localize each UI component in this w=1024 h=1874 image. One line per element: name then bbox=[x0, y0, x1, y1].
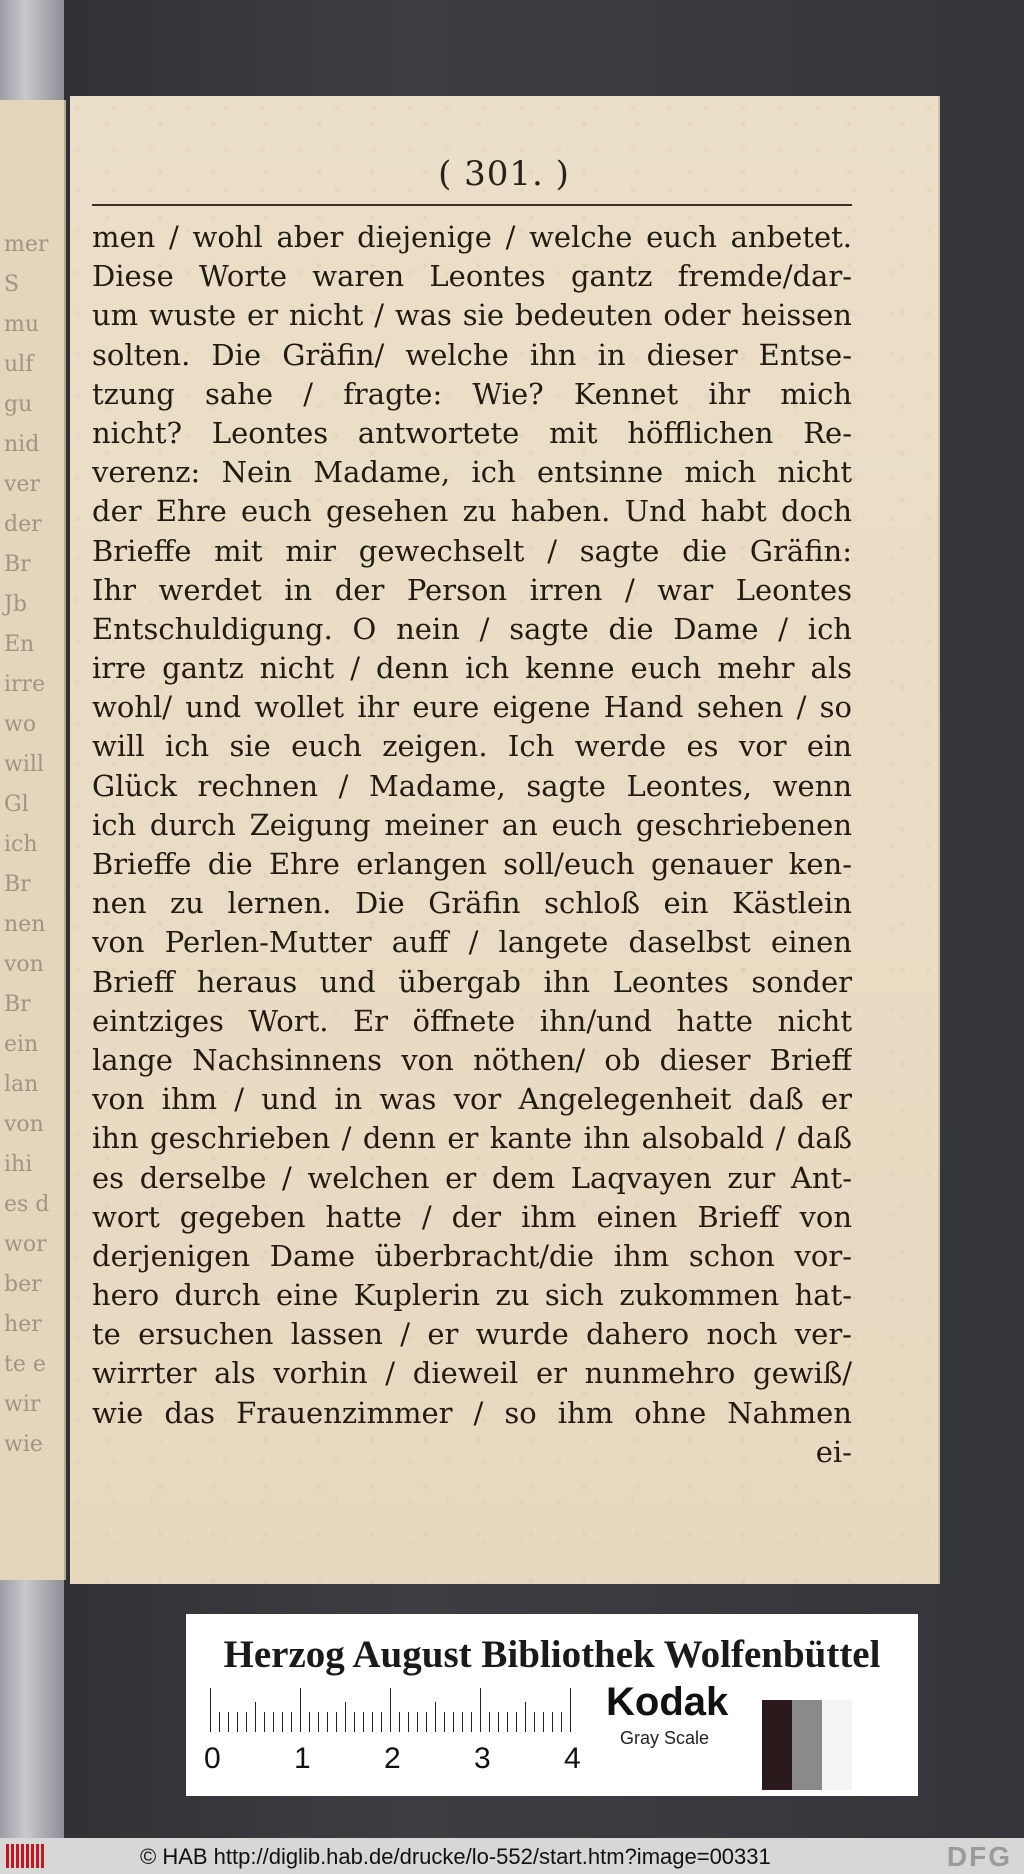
text-line: wirrter als vorhin / dieweil er nunmehro gewiß/ bbox=[92, 1356, 852, 1391]
ruler-tick bbox=[417, 1712, 418, 1732]
ruler-tick bbox=[480, 1688, 481, 1732]
text-line: wie das Frauenzimmer / so ihm ohne Nahmen bbox=[92, 1395, 852, 1430]
ruler-tick bbox=[363, 1712, 364, 1732]
ruler-tick bbox=[354, 1712, 355, 1732]
ruler-tick bbox=[543, 1712, 544, 1732]
text-line: ihn geschrieben / denn er kante ihn alsobald / daß bbox=[92, 1121, 852, 1156]
text-line: der Ehre euch gesehen zu haben. Und habt doch bbox=[92, 494, 852, 529]
text-line: tzung sahe / fragte: Wie? Kennet ihr mich bbox=[92, 376, 852, 411]
ruler-tick bbox=[318, 1712, 319, 1732]
book-page bbox=[70, 96, 938, 1584]
text-line: Glück rechnen / Madame, sagte Leontes, wenn bbox=[92, 768, 852, 803]
ruler-tick bbox=[336, 1712, 337, 1732]
page-text-block bbox=[92, 218, 852, 1472]
text-line: te ersuchen lassen / er wurde dahero noch ver- bbox=[92, 1317, 852, 1352]
ruler-tick bbox=[345, 1702, 346, 1732]
ruler-tick bbox=[327, 1712, 328, 1732]
ruler-tick bbox=[228, 1712, 229, 1732]
ruler-tick bbox=[381, 1712, 382, 1732]
previous-page-edge bbox=[0, 100, 66, 1580]
ruler-tick bbox=[264, 1712, 265, 1732]
previous-page-bleed-text: mer S mu ulf gu nid ver der Br Jb En irre wo will Gl ich Br nen von Br ein lan von ihi es d wor ber her te e wir wie bbox=[4, 232, 50, 1457]
text-line: ich durch Zeigung meiner an euch geschriebenen bbox=[92, 807, 852, 842]
ruler-tick bbox=[471, 1712, 472, 1732]
text-line: wort gegeben hatte / der ihm einen Brieff von bbox=[92, 1199, 852, 1234]
ruler-tick bbox=[210, 1688, 211, 1732]
text-line: derjenigen Dame überbracht/die ihm schon vor- bbox=[92, 1238, 852, 1273]
ruler-number: 2 bbox=[384, 1742, 401, 1775]
ruler-tick bbox=[507, 1712, 508, 1732]
ruler-tick bbox=[399, 1712, 400, 1732]
catchword: ei- bbox=[815, 1434, 852, 1469]
text-line: von Perlen-Mutter auff / langete daselbst einen bbox=[92, 925, 852, 960]
gray-patch bbox=[792, 1700, 822, 1790]
color-target-card bbox=[186, 1614, 918, 1796]
ruler-tick bbox=[291, 1712, 292, 1732]
kodak-logo: Kodak bbox=[606, 1680, 729, 1724]
ruler-tick bbox=[453, 1712, 454, 1732]
text-line: irre gantz nicht / denn ich kenne euch mehr als bbox=[92, 651, 852, 686]
gray-scale-label: Gray Scale bbox=[620, 1728, 710, 1748]
source-url[interactable]: © HAB http://diglib.hab.de/drucke/lo-552/start.htm?image=00331 bbox=[140, 1844, 771, 1869]
text-line: hero durch eine Kuplerin zu sich zukommen hat- bbox=[92, 1278, 852, 1313]
gray-patch bbox=[822, 1700, 852, 1790]
ruler-number: 0 bbox=[204, 1742, 221, 1775]
text-line: wohl/ und wollet ihr eure eigene Hand sehen / so bbox=[92, 690, 852, 725]
ruler-tick bbox=[300, 1688, 301, 1732]
ruler-tick bbox=[255, 1702, 256, 1732]
ruler-tick bbox=[462, 1712, 463, 1732]
text-line: Entschuldigung. O nein / sagte die Dame / ich bbox=[92, 611, 852, 646]
ruler-numbers bbox=[204, 1742, 604, 1778]
header-rule bbox=[92, 204, 852, 206]
library-title: Herzog August Bibliothek Wolfenbüttel bbox=[223, 1633, 881, 1676]
page-number: ( 301. ) bbox=[438, 154, 570, 194]
ruler-tick bbox=[372, 1712, 373, 1732]
text-line: nicht? Leontes antwortete mit höfflichen Re- bbox=[92, 415, 852, 450]
text-line: men / wohl aber diejenige / welche euch anbetet. bbox=[92, 220, 852, 254]
ruler-tick bbox=[561, 1712, 562, 1732]
ruler-tick bbox=[390, 1688, 391, 1732]
text-line: Brieff heraus und übergab ihn Leontes sonder bbox=[92, 964, 852, 999]
ruler-tick bbox=[525, 1702, 526, 1732]
ruler-tick bbox=[273, 1712, 274, 1732]
ruler-tick bbox=[246, 1712, 247, 1732]
hab-logo-icon bbox=[6, 1844, 46, 1868]
text-line: es derselbe / welchen er dem Laqvayen zur Ant- bbox=[92, 1160, 852, 1195]
ruler-tick bbox=[444, 1712, 445, 1732]
gray-patch bbox=[762, 1700, 792, 1790]
ruler-number: 3 bbox=[474, 1742, 491, 1775]
ruler-number: 1 bbox=[294, 1742, 311, 1775]
ruler-number: 4 bbox=[564, 1742, 581, 1775]
ruler-tick bbox=[219, 1712, 220, 1732]
text-line: nen zu lernen. Die Gräfin schloß ein Kästlein bbox=[92, 886, 852, 921]
text-line: lange Nachsinnens von nöthen/ ob dieser Brieff bbox=[92, 1042, 852, 1077]
ruler-tick bbox=[498, 1712, 499, 1732]
text-line: von ihm / und in was vor Angelegenheit daß er bbox=[92, 1082, 852, 1117]
measurement-ruler bbox=[210, 1688, 570, 1732]
ruler-tick bbox=[570, 1688, 571, 1732]
text-line: Brieffe mit mir gewechselt / sagte die Gräfin: bbox=[92, 533, 852, 568]
ruler-tick bbox=[516, 1712, 517, 1732]
ruler-tick bbox=[534, 1712, 535, 1732]
text-line: solten. Die Gräfin/ welche ihn in dieser Entse- bbox=[92, 337, 852, 372]
ruler-tick bbox=[426, 1712, 427, 1732]
ruler-tick bbox=[552, 1712, 553, 1732]
ruler-tick bbox=[237, 1712, 238, 1732]
ruler-tick bbox=[489, 1712, 490, 1732]
text-line: Brieffe die Ehre erlangen soll/euch genauer ken- bbox=[92, 847, 852, 881]
viewer-footer bbox=[0, 1838, 1024, 1874]
dfg-logo: DFG bbox=[946, 1841, 1012, 1872]
text-line: eintziges Wort. Er öffnete ihn/und hatte nicht bbox=[92, 1003, 852, 1038]
ruler-tick bbox=[282, 1712, 283, 1732]
ruler-tick bbox=[309, 1712, 310, 1732]
text-line: um wuste er nicht / was sie bedeuten oder heissen bbox=[92, 298, 852, 333]
ruler-tick bbox=[408, 1712, 409, 1732]
text-line: will ich sie euch zeigen. Ich werde es vor ein bbox=[92, 729, 852, 764]
text-line: Ihr werdet in der Person irren / war Leontes bbox=[92, 572, 852, 607]
text-line: Diese Worte waren Leontes gantz fremde/dar- bbox=[92, 259, 852, 294]
text-line: verenz: Nein Madame, ich entsinne mich nicht bbox=[92, 455, 852, 490]
ruler-tick bbox=[435, 1702, 436, 1732]
